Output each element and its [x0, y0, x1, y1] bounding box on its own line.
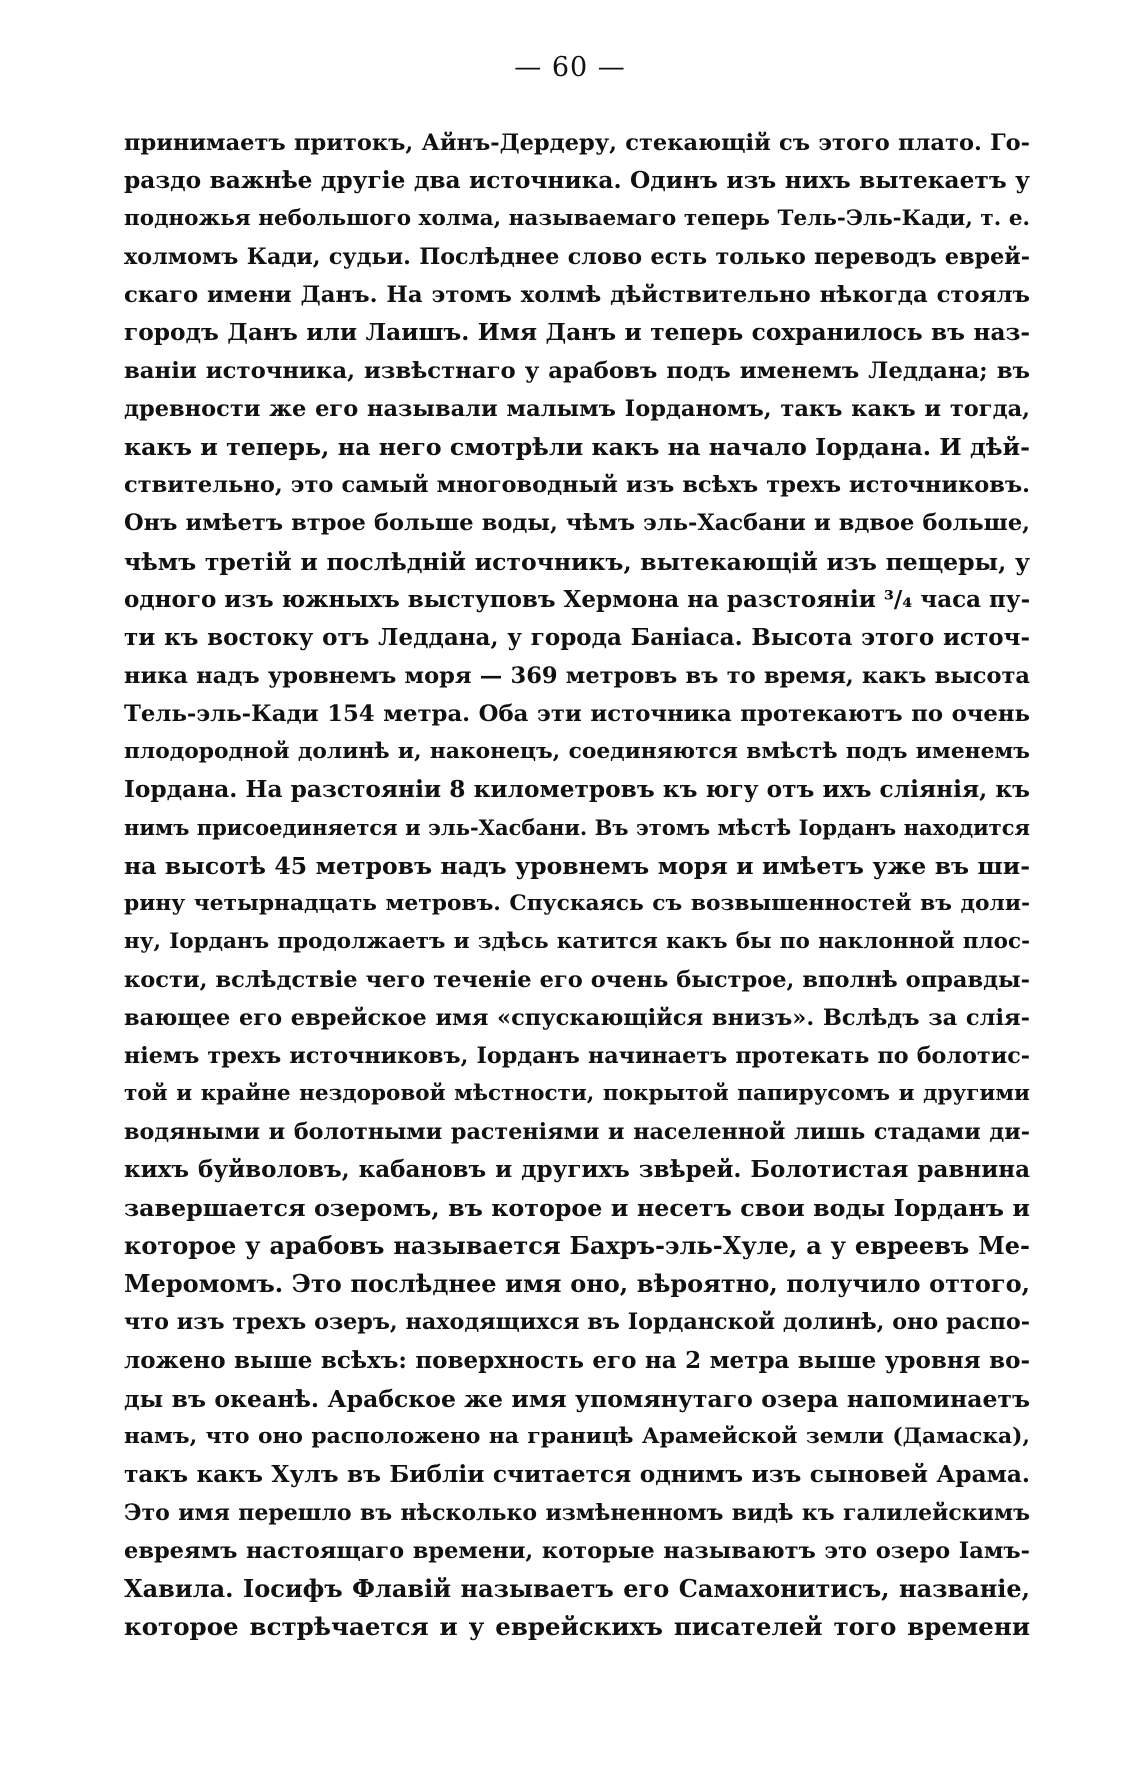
text-line: Это имя перешло въ нѣсколько измѣненномъ видѣ къ галилейскимъ [124, 1499, 1030, 1526]
text-line: раздо важнѣе другіе два источника. Одинъ изъ нихъ вытекаетъ у [124, 167, 1030, 195]
text-line: Іордана. На разстояніи 8 километровъ къ югу отъ ихъ сліянія, къ [124, 775, 1030, 803]
text-line: ніемъ трехъ источниковъ, Іорданъ начинаетъ протекать по болотис- [124, 1043, 1030, 1070]
body-text [124, 124, 1030, 1646]
text-line: что изъ трехъ озеръ, находящихся въ Іорданской долинѣ, оно распо- [124, 1309, 1030, 1336]
text-line: которое встрѣчается и у еврейскихъ писателей того времени [124, 1611, 1030, 1641]
text-line: скаго имени Данъ. На этомъ холмѣ дѣйствительно нѣкогда стоялъ [124, 282, 1030, 309]
text-line: холмомъ Кади, судьи. Послѣднее слово есть только переводъ еврей- [124, 244, 1030, 271]
text-line: ваніи источника, извѣстнаго у арабовъ подъ именемъ Леддана; въ [124, 358, 1030, 385]
text-line: ника надъ уровнемъ моря — 369 метровъ въ то время, какъ высота [124, 662, 1030, 689]
text-line: какъ и теперь, на него смотрѣли какъ на начало Іордана. И дѣй- [124, 433, 1030, 462]
text-line: ложено выше всѣхъ: поверхность его на 2 метра выше уровня во- [124, 1346, 1030, 1374]
text-line: ды въ океанѣ. Арабское же имя упомянутаго озера напоминаетъ [124, 1384, 1030, 1413]
text-line: евреямъ настоящаго времени, которые называютъ это озеро Іамъ- [124, 1537, 1030, 1564]
text-line: принимаетъ притокъ, Айнъ-Дердеру, стекающій съ этого плато. Го- [124, 130, 1030, 156]
text-line: кости, вслѣдствіе чего теченіе его очень быстрое, вполнѣ оправды- [124, 967, 1030, 994]
text-line: Хавила. Іосифъ Флавій называетъ его Самахонитисъ, названіе, [124, 1573, 1030, 1603]
text-line: той и крайне нездоровой мѣстности, покрытой папирусомъ и другими [124, 1081, 1030, 1107]
text-line: ти къ востоку отъ Леддана, у города Баніаса. Высота этого источ- [124, 623, 1030, 651]
text-line: которое у арабовъ называется Бахръ-эль-Хуле, а у евреевъ Ме- [124, 1231, 1030, 1261]
text-line: водяными и болотными растеніями и населенной лишь стадами ди- [124, 1119, 1030, 1146]
page-number: — 60 — [514, 52, 626, 83]
text-line: кихъ буйволовъ, кабановъ и другихъ звѣрей. Болотистая равнина [124, 1156, 1030, 1184]
text-line: ну, Іорданъ продолжаетъ и здѣсь катится какъ бы по наклонной плос- [124, 928, 1030, 954]
text-line: такъ какъ Хулъ въ Библіи считается однимъ изъ сыновей Арама. [124, 1460, 1030, 1488]
text-line: на высотѣ 45 метровъ надъ уровнемъ моря и имѣетъ уже въ ши- [124, 851, 1030, 880]
text-line: одного изъ южныхъ выступовъ Хермона на разстояніи ³/₄ часа пу- [124, 585, 1031, 613]
text-line: вающее его еврейское имя «спускающійся внизъ». Вслѣдъ за слія- [124, 1005, 1030, 1032]
text-line: рину четырнадцать метровъ. Спускаясь съ возвышенностей въ доли- [124, 890, 1030, 916]
text-line: нимъ присоединяется и эль-Хасбани. Въ этомъ мѣстѣ Іорданъ находится [124, 814, 1030, 840]
text-line: Меромомъ. Это послѣднее имя оно, вѣроятно, получило оттого, [124, 1269, 1030, 1299]
text-line: Тель-эль-Кади 154 метра. Оба эти источника протекаютъ по очень [124, 700, 1030, 727]
text-line: чѣмъ третій и послѣдній источникъ, вытекающій изъ пещеры, у [124, 547, 1030, 576]
text-line: намъ, что оно расположено на границѣ Арамейской земли (Дамаска), [124, 1423, 1030, 1449]
text-line: подножья небольшого холма, называемаго теперь Тель-Эль-Кади, т. е. [124, 206, 1030, 232]
text-line: завершается озеромъ, въ которое и несетъ свои воды Іорданъ и [124, 1194, 1030, 1223]
text-line: древности же его называли малымъ Іорданомъ, такъ какъ и тогда, [124, 396, 1030, 423]
text-line: ствительно, это самый многоводный изъ всѣхъ трехъ источниковъ. [124, 472, 1030, 499]
text-line: Онъ имѣетъ втрое больше воды, чѣмъ эль-Хасбани и вдвое больше, [124, 510, 1030, 537]
text-line: плодородной долинѣ и, наконецъ, соединяются вмѣстѣ подъ именемъ [124, 738, 1030, 764]
text-line: городъ Данъ или Лаишъ. Имя Данъ и теперь сохранилось въ наз- [124, 319, 1030, 347]
